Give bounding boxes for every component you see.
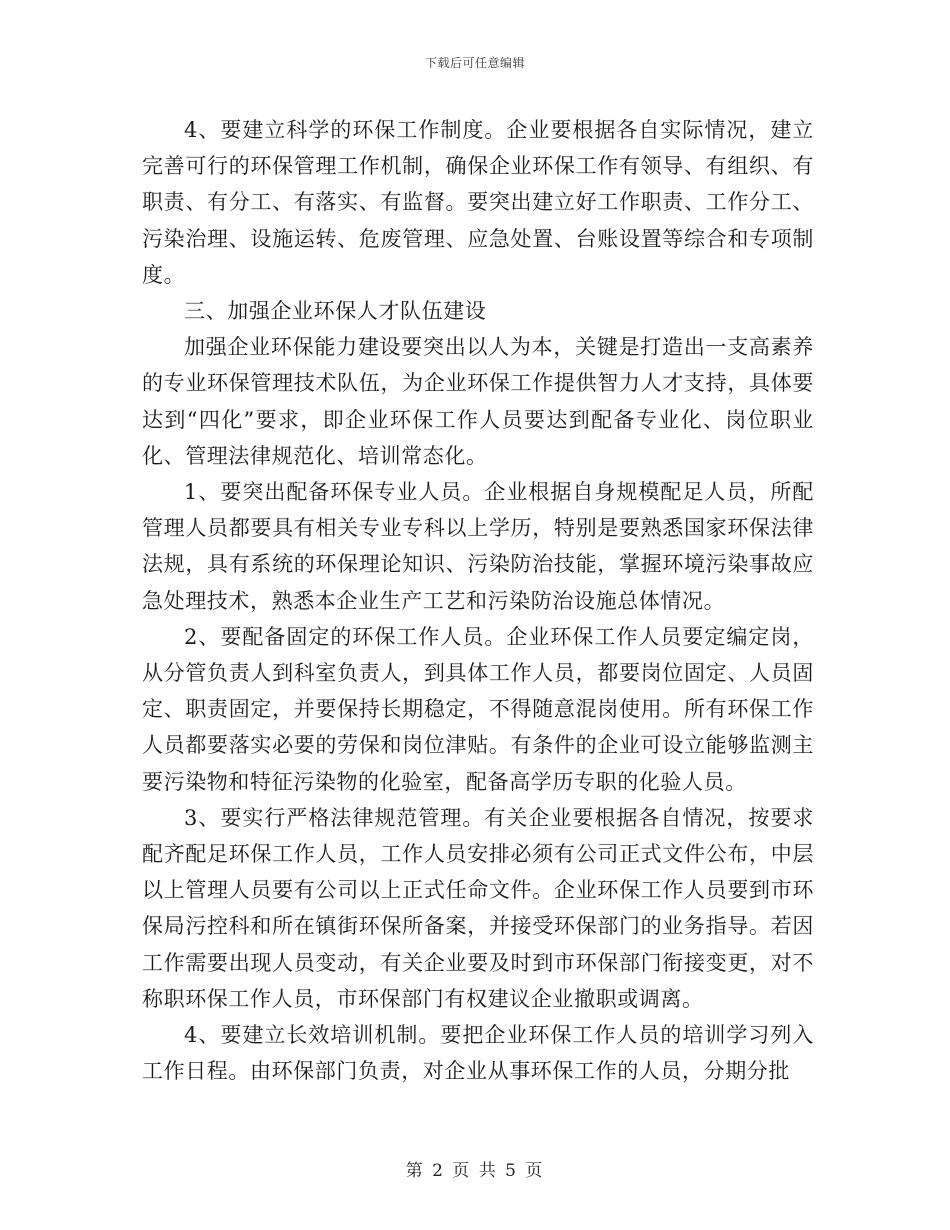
- page-header: 下载后可任意编辑: [424, 56, 525, 70]
- paragraph-item-4-system: 4、要建立科学的环保工作制度。企业要根据各自实际情况，建立完善可行的环保管理工作机制，确保企业环保工作有领导、有组织、有职责、有分工、有落实、有监督。要突出建立好工作职责、工作分工、污染治理、设施运转、危废管理、应急处置、台账设置等综合和专项制度。: [142, 118, 814, 287]
- section-heading: 三、加强企业环保人才队伍建设: [184, 299, 487, 324]
- document-body: [142, 112, 814, 1089]
- page-footer: 第 2 页 共 5 页: [405, 1161, 545, 1181]
- paragraph-item-3: 3、要实行严格法律规范管理。有关企业要根据各自情况，按要求配齐配足环保工作人员，工作人员安排必须有公司正式文件公布，中层以上管理人员要有公司以上正式任命文件。企业环保工作人员要到市环保局污控科和所在镇街环保所备案，并接受环保部门的业务指导。若因工作需要出现人员变动，有关企业要及时到市环保部门衔接变更，对不称职环保工作人员，市环保部门有权建议企业撤职或调离。: [142, 805, 814, 1011]
- paragraph-item-2: 2、要配备固定的环保工作人员。企业环保工作人员要定编定岗，从分管负责人到科室负责人，到具体工作人员，都要岗位固定、人员固定、职责固定，并要保持长期稳定，不得随意混岗使用。所有环保工作人员都要落实必要的劳保和岗位津贴。有条件的企业可设立能够监测主要污染物和特征污染物的化验室，配备高学历专职的化验人员。: [142, 624, 814, 794]
- paragraph-intro: 加强企业环保能力建设要突出以人为本，关键是打造出一支高素养的专业环保管理技术队伍，为企业环保工作提供智力人才支持，具体要达到“四化”要求，即企业环保工作人员要达到配备专业化、岗位职业化、管理法律规范化、培训常态化。: [142, 335, 814, 468]
- paragraph-item-4-training: 4、要建立长效培训机制。要把企业环保工作人员的培训学习列入工作日程。由环保部门负责，对企业从事环保工作的人员，分期分批: [142, 1023, 814, 1084]
- paragraph-item-1: 1、要突出配备环保专业人员。企业根据自身规模配足人员，所配管理人员都要具有相关专业专科以上学历，特别是要熟悉国家环保法律法规，具有系统的环保理论知识、污染防治技能，掌握环境污染事故应急处理技术，熟悉本企业生产工艺和污染防治设施总体情况。: [142, 480, 814, 613]
